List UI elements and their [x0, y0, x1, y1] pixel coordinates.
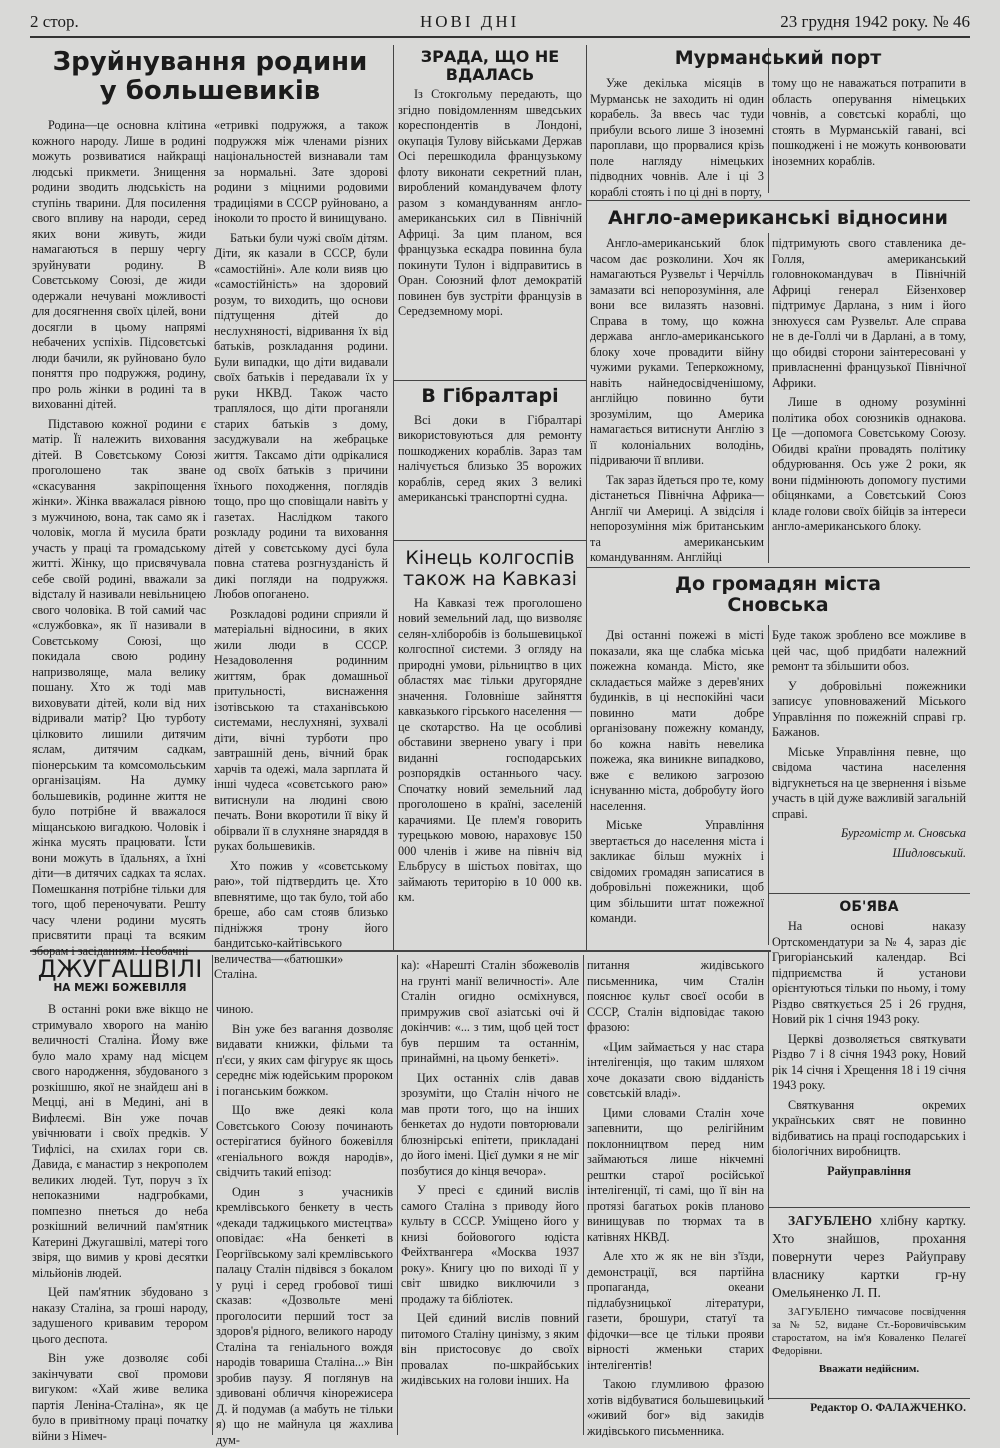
- headline: Сновська: [727, 593, 829, 616]
- headline: ОБ'ЯВА: [839, 899, 899, 915]
- headline: також на Кавказі: [403, 567, 577, 590]
- article-snovsk-col1: Дві останні пожежі в місті показали, яка ще слабка міська пожежна команда. Місто, яке складається майже з дерев'яних будинків, в ці неспокійні часи повинно мати добре організовану пожежну команду, бо кожна навіть невелика пожежа, яка виникне випадково, вже є великою загрозою існуванню міста, добробуту його населення. Міське Управління звертається до населення міста і закликає більш мужніх і свідомих громадян записатися в добровільні пожежники, щоб цим збільшити штат пожежної команди.: [590, 628, 764, 925]
- page-number: 2 стор.: [30, 12, 79, 31]
- article-dzhug-title: [32, 956, 208, 1000]
- headline: у большевиків: [99, 75, 321, 106]
- editor-line: Редактор О. ФАЛАЖЧЕНКО.: [810, 1402, 966, 1414]
- article-dzhug-col3: ка): «Нарешті Сталін збожеволів на грунті манії величності». Але Сталін огидно осміхнувся, примружив свої азіатські очі й докінчив: «... з тим, щоб цей тост був першим та останнім, принаймні, на цьому бенкеті». Цих останніх слів давав зрозуміти, що Сталін нічого не мав проти того, що на інших бенкетах до нудоти повторювали блюзнірські епітети, прикладані до його імені. Цієї думки я не міг позбутися до кінця вечора». У пресі є єдиний вислів самого Сталіна з приводу його культу в СССР. Уміщено його у книзі бойовогого юдіста Фейхтвангера «Москва 1937 року». Книгу цю по виході її у світ швидко виключили з продажу та бібліотек. Цей єдиний вислів повний питомого Сталіну цинізму, з яким він пристосовує до своїх провалах по-шкрайбських жидівських на голови інших. На: [401, 958, 579, 1387]
- article-murmansk-title: [590, 48, 966, 76]
- article-ruin-col2: «етривкі подружжя, а також подружжя між членами різних національностей визнавали там за нормальні. Зате здорові родини з міцними родовими традиціями в СССР руйновано, а іноколи то просто й винищувано. Батьки були чужі своїм дітям. Діти, як казали в СССР, були «самостійні». Але коли вияв цю «самостійність» на здоровий розум, то виходить, що основи підтущення дітей до неслухняності, відривання їх від батьків, розкладання родини. Були випадки, що діти видавали своїх батьків і передавали їх у руки НКВД. Також часто траплялося, що діти проганяли старих батьків з дому, засуджували на жебрацьке життя. Таксамо діти одрікалися од своїх батьків з причини їхнього походження, поглядів тощо, про що сповіщали навіть у газетах. Наслідком такого розкладу родини та виховання дітей у совєтському дусі була повна статева розгнузданість й дикі погляди на подружжя. Любов опоганено. Розкладові родини сприяли й матеріальні відносини, в яких жили люди в СССР. Незадоволення родинним життям, брак домашньої притульності, виснаження ізотівською та стаханівською системами, неслухняні, зухвалі діти, вічні турботи про завтрашній день, вічний брак харчів та одежі, мала зарплата й інші чудеса «совєтського раю» витиснули на людині свою печать. Вони вкоротили її віку й обірвали її в слухняне знаряддя в руках большевиків. Хто пожив у «совєтському раю», той підтвердить це. Хто впевнятиме, що так було, той або бреше, або сам стояв близько підніжжя трону його бандитсько-кайтівського величества—«батюшки» Сталіна.: [214, 118, 388, 981]
- article-ruin-title: [32, 48, 388, 114]
- article-dzhug-col4: питання жидівського письменника, чим Сталін пояснює культ своєї особи в СССР, Сталін відповідає такою фразою: «Цим займається у нас стара інтелігенція, що таким шляхом хоче доказати свою відданість совєтській владі». Цими словами Сталін хоче запевнити, що релігійним поклонництвом перед ним займаються лише нікчемні рештки старої російської інтелігенції, ті самі, що її він на протязі багатьох років планово винищував по тюрмах та в катівнях НКВД. Але хто ж як не він з'їзди, демонстрації, вся партійна пропаганда, океани підлабузницької літератури, газети, брошури, статуї та фідочки—все це тільки прояви вірності жменьки старих інтелігентів! Такою глумливою фразою хотів відбуватися большевицький «живий бог» від закидів жидівського письменника.: [587, 958, 764, 1438]
- section-rule: [586, 200, 970, 201]
- section-rule: [393, 540, 586, 541]
- article-kolhosp: Кінець колгоспів також на Кавказі На Кавказі теж проголошено новий земельний лад, що визволяє селян-хліборобів із большевицької колгоспної системи. З огляду на природні умови, рільництво в цих областях має тільки другорядне значення. Головніше зайняття кавказького гірського населення — це скотарство. На це особливі обставини звернено увагу і при виданні господарських розпорядків останнього часу. Спочатку новий земельний лад проголошено в країні, заселеній карачиями. Це плем'я говорить турецькою мовою, нараховує 150 000 членів і живе на північ від Ельбрусу в шістьох повітах, що займають територію в 10 000 кв. км.: [398, 547, 582, 905]
- article-snovsk-title: [590, 574, 966, 626]
- masthead: [30, 8, 970, 38]
- headline: Зруйнування родини: [52, 47, 368, 77]
- headline: До громадян міста: [675, 573, 881, 595]
- article-anglo-title: [590, 208, 966, 234]
- article-gibraltar: В Гібралтарі Всі доки в Гібралтарі використовуються для ремонту пошкоджених кораблів. Зараз там налічується близько 35 ворожих кораблів, серед яких 3 великі американські транспортні судна.: [398, 385, 582, 505]
- column-rule: [583, 955, 584, 1435]
- section-rule: [768, 1398, 970, 1399]
- section-rule: [768, 1207, 970, 1208]
- column-rule: [768, 625, 769, 945]
- column-rule: [768, 233, 769, 563]
- section-rule: [768, 893, 970, 894]
- announcement-sign: Райуправління: [827, 1163, 911, 1178]
- column-rule: [586, 45, 587, 950]
- headline: В Гібралтарі: [421, 385, 559, 407]
- article-snovsk-col2: Буде також зроблено все можливе в цей час, щоб придбати належний ремонт та збільшити обоз. У добровільні пожежники записує уповноважений Міського Управління по пожежній справі гр. Бажанов. Міське Управління певне, що свідома частина населення відгукнеться на це звернення і візьме участь в цій дуже важливій загальній справі. Бургомістр м. Сновська Шидловський.: [772, 628, 966, 860]
- lost-notices: ЗАГУБЛЕНО хлібну картку. Хто знайшов, прохання повернути через Райуправу власнику картки гр-ну Омельяненко Л. П. ЗАГУБЛЕНО тимчасове посвідчення за № 52, видане Ст.-Боровичівським старостатом, на ім'я Коваленко Пелагеї Федорівни. Вважати недійсним.: [772, 1213, 967, 1375]
- section-rule: [393, 380, 586, 381]
- announcement: ОБ'ЯВА На основі наказу Ортскомендатури за № 4, зараз діє Григоріанський календар. Всі підприємства й установи орієнтуються тільки по ньому, і тому Різдво святкується 25 і 26 грудня, Новий рік 1 січня 1943 року. Церкві дозволяється святкувати Різдво 7 і 8 січня 1943 року, Новий рік 14 січня і Хрещення 18 і 19 січня 1943 року. Святкування окремих українських свят не повинно відбиватись на праці господарських і біологічних виробництв. Райуправління: [772, 899, 966, 1178]
- headline: Англо-американські відносини: [608, 207, 948, 229]
- column-rule: [768, 950, 769, 1400]
- headline: ЗРАДА, ЩО НЕ ВДАЛАСЬ: [420, 47, 560, 84]
- article-anglo-col1: Англо-американський блок часом дає розколини. Хоч як намагаються Рузвельт і Черчілль замазати всі непорозуміння, але вони все вилазять назовні. Справа в тому, що кожна держава англо-американського блоку хоче провадити війну чужими руками. Теперкожному, навіть найнедосвідченішому, англійцю повинно бути зрозумілим, що Америка намагається витиснути Англію з її колоніальних володінь, підриваючи її впливи. Так зараз йдеться про те, кому дістанеться Північна Африка—Англії чи Америці. А звідсіля і непорозуміння між британським та американським командуванням. Англійці: [590, 236, 764, 564]
- headline: Мурманський порт: [674, 47, 882, 69]
- article-anglo-col2: підтримують свого ставленика де-Голля, американський головнокомандувач в Північній Африці генерал Ейзенховер підтримує Дарлана, з ним і його знюхуєся сам Рузвельт. Але справа не в де-Голлі чи в Дарлані, а в тому, що обидві сторони заінтересовані у привласненні французької Північної Африки. Лише в одному розумінні політика обох союзників однакова. Це —допомога Совєтському Союзу. Обидві країни провадять політику обдурювання. Ось уже 2 роки, як вони підмінюють допомогу пустими обіцянками, а Совєтський Союз кладе голови своїх бійців за інтереси англо-американського блоку.: [772, 236, 966, 533]
- column-rule: [212, 955, 213, 1435]
- subheadline: НА МЕЖІ БОЖЕВІЛЛЯ: [53, 982, 187, 995]
- article-murmansk-col1: Уже декілька місяців в Мурманськ не заходить ні один корабель. За ввесь час туди прибули всього лише 3 іноземні пароплави, що прорвалися крізь поле нагляду німецьких підводних човнів. Але і ці 3 кораблі стоять і по ці дні в порту,: [590, 76, 764, 199]
- headline: Кінець колгоспів: [405, 547, 575, 569]
- column-rule: [393, 45, 394, 950]
- article-dzhug-col2: чиною. Він уже без вагання дозволяє видавати книжки, фільми та п'єси, у яких сам фігурує як щось середнє між юдейським пророком і поганським божком. Що вже деякі кола Совєтського Союзу починають остерігатися буйного божевілля «геніального вождя народів», свідчить такий епізод: Один з учасників кремлівського бенкету в честь «декади таджицького мистецтва» оповідає: «На бенкеті в Георгіївському залі кремлівського палацу Сталін підвівся з бокалом у руці і серед гробової тиші сказав: «Дозвольте мені проголосити перший тост за здоров'я рідного, великого народу Сталіна та геніального вождя народів товариша Сталіна...» Він зробив паузу. Я поглянув на здивовані обличчя кінорежисера Д. й подумав (а мабуть не тільки я) що не майнула ця жахлива дум-: [216, 1002, 393, 1447]
- article-ruin-col1: Родина—це основна клітина кожного народу. Лише в родині можуть розвиватися найкращі людські прикмети. Знищення родини зводить людськість на ступінь тварини. Для посилення свого впливу на народи, серед яких вони живуть, жиди намагаються в першу чергу зруйнувати родину. В Совєтському Союзі, де жиди одержали нечувані можливості для досягнення своїх цілей, вони досягли в цьому напрямі небачених успіхів. Підсовєтські люди бачили, як руйновано було поняття про подружжя, родину, про роль жінки в родині та в вихованні дітей. Підставою кожної родини є матір. Її належить виховання дітей. В Совєтському Союзі проголошено так зване «скасування закріпощення жінки». Жінка вважалася рівною з мужчиною, вона, так само як і чоловік, могла й мусила брати участь у праці та громадському житті. Жінку, що присвячувала себе своїй родині, вважали за відсталу й називали невільницею свого чоловіка. В той самий час «службовка», як її називали в Совєтському Союзі, що покидала свою родину напризволяще, мала велику пошану. Хто ж тоді мав виховувати дітей, коли від них відривали матір? Цю турботу цілковито лишили дитячим яслам, дитячим садкам, піонерським та комсомольським організаціям. На думку большевиків, родинне життя не було потрібне й вважалося міщанською вигадкою. Чоловік і жінка мусять працювати. Їсти вони можуть в їдальнях, а їхні діти—в дитячих садках та яслах. Помешкання потрібне тільки для того, щоб переночувати. Решту часу члени родини мусять присвятити праці та всяким зборам і засіданням. Необачні: [32, 118, 206, 958]
- signature-name: Шидловський.: [892, 845, 966, 860]
- column-rule: [397, 955, 398, 1435]
- article-dzhug-col1: В останні роки вже вікщо не стримувало хворого на манію величності Сталіна. Йому вже було мало храму над місцем свого народження, збудованого з розкішшю, якої не знайдеш ані в Мецці, ані в Медині, ані в Вифлеємі. Він уже почав увічнювати і своїх предків. У Тифлісі, на схилах гори св. Давида, є манастир з некрополем великих людей. Тут, поруч з їх непоказними надгробками, помпезно пнеться до неба розкішний величний пам'ятник Катерині Джугашвілі, матері того звіря, що вимив у крові десятки мільйонів людей. Цей пам'ятник збудовано з наказу Сталіна, за гроші народу, задушеного кривавим терором цього деспота. Він уже дозволяє собі закінчувати свої промови вигуком: «Хай живе велика партія Леніна-Сталіна», як це було в привітному праці початку війни з Німеч-: [32, 1002, 208, 1443]
- headline: ДЖУГАШВІЛІ: [37, 955, 203, 983]
- section-rule: [586, 567, 970, 568]
- signature-title: Бургомістр м. Сновська: [841, 826, 966, 840]
- article-zrada: ЗРАДА, ЩО НЕ ВДАЛАСЬ Із Стокгольму передають, що згідно повідомленням шведських кореспондентів в Лондоні, окупація Тулову військами Держав Осі перешкодила французькому флоту виконати секретний план, вироблений командувачем флоту разом з командуванням англо-американських сил в Північній Африці. За цим планом, вся французька ескадра повинна була покинути Тулон і відправитись в Оран. Союзний флот демократій повинен був зустріти французів в Середземному морі.: [398, 47, 582, 319]
- newspaper-name: НОВІ ДНІ: [420, 12, 520, 31]
- article-murmansk-col2: тому що не наважаться потрапити в область оперування німецьких човнів, а совєтські кораблі, що стоять в Мурманській гавані, всі пошкоджені і не можуть конвоювати іноземних кораблів.: [772, 76, 966, 168]
- issue-date: 23 грудня 1942 року. № 46: [780, 12, 970, 31]
